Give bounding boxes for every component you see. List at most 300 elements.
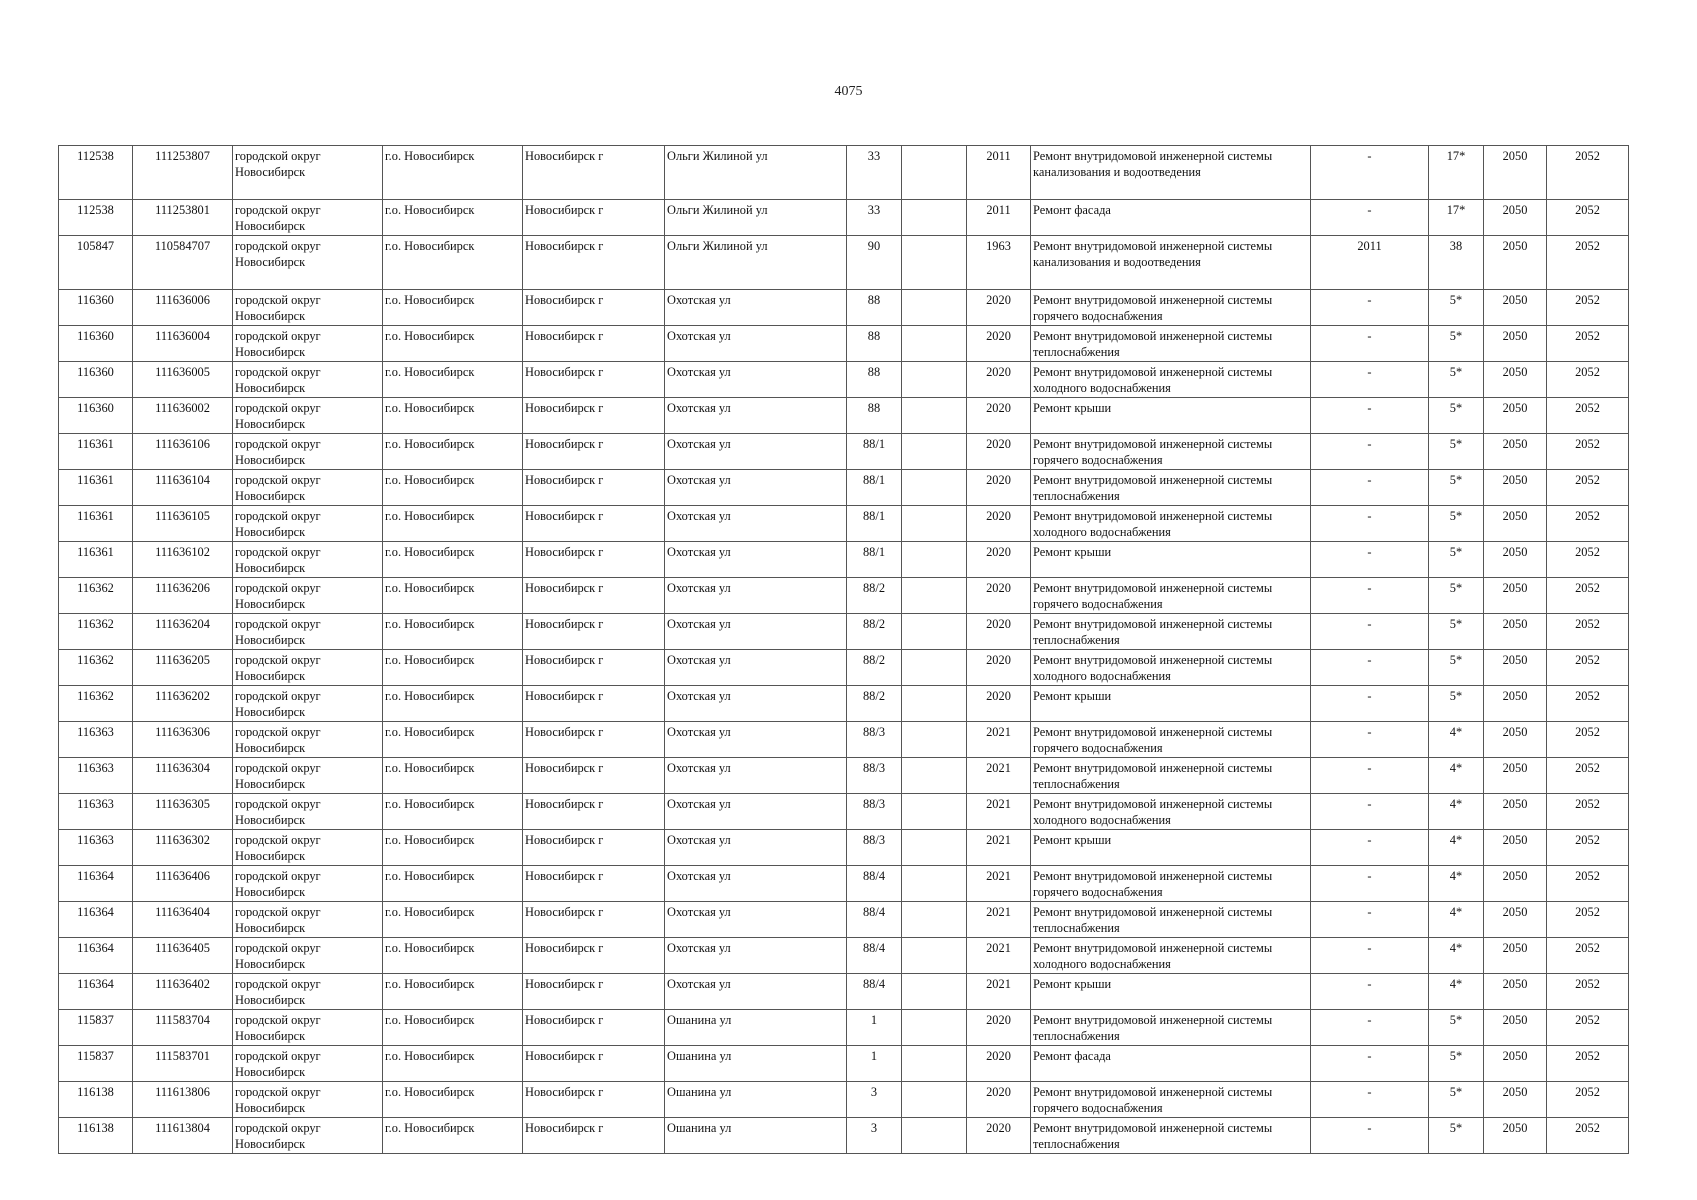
cell-start-year: 2050 xyxy=(1484,398,1547,434)
cell-start-year: 2050 xyxy=(1484,1082,1547,1118)
cell-district: г.о. Новосибирск xyxy=(383,938,523,974)
cell-last-repair: - xyxy=(1311,470,1429,506)
cell-id: 116360 xyxy=(59,362,133,398)
cell-id: 116360 xyxy=(59,326,133,362)
cell-end-year: 2052 xyxy=(1547,434,1629,470)
cell-house: 88/3 xyxy=(847,794,902,830)
cell-last-repair: - xyxy=(1311,866,1429,902)
cell-street: Охотская ул xyxy=(665,722,847,758)
cell-house: 88 xyxy=(847,362,902,398)
cell-extra xyxy=(902,506,967,542)
cell-municipality: городской округ Новосибирск xyxy=(233,1046,383,1082)
cell-work-type: Ремонт внутридомовой инженерной системы канализования и водоотведения xyxy=(1031,146,1311,200)
cell-street: Охотская ул xyxy=(665,542,847,578)
cell-settlement: Новосибирск г xyxy=(523,686,665,722)
table-row xyxy=(59,830,1629,866)
cell-district: г.о. Новосибирск xyxy=(383,470,523,506)
cell-year-built: 2011 xyxy=(967,200,1031,236)
cell-end-year: 2052 xyxy=(1547,506,1629,542)
cell-settlement: Новосибирск г xyxy=(523,542,665,578)
cell-wear: 4* xyxy=(1429,722,1484,758)
cell-code: 110584707 xyxy=(133,236,233,290)
cell-wear: 4* xyxy=(1429,794,1484,830)
cell-extra xyxy=(902,1046,967,1082)
cell-start-year: 2050 xyxy=(1484,686,1547,722)
cell-extra xyxy=(902,200,967,236)
cell-code: 111636004 xyxy=(133,326,233,362)
cell-house: 88/1 xyxy=(847,434,902,470)
cell-id: 105847 xyxy=(59,236,133,290)
cell-extra xyxy=(902,236,967,290)
cell-municipality: городской округ Новосибирск xyxy=(233,542,383,578)
cell-municipality: городской округ Новосибирск xyxy=(233,1118,383,1154)
cell-municipality: городской округ Новосибирск xyxy=(233,974,383,1010)
cell-year-built: 2021 xyxy=(967,902,1031,938)
cell-wear: 4* xyxy=(1429,902,1484,938)
cell-street: Ошанина ул xyxy=(665,1118,847,1154)
cell-street: Охотская ул xyxy=(665,974,847,1010)
cell-settlement: Новосибирск г xyxy=(523,866,665,902)
cell-id: 116363 xyxy=(59,830,133,866)
cell-end-year: 2052 xyxy=(1547,542,1629,578)
cell-year-built: 2021 xyxy=(967,830,1031,866)
cell-house: 3 xyxy=(847,1118,902,1154)
cell-house: 88/1 xyxy=(847,542,902,578)
cell-start-year: 2050 xyxy=(1484,614,1547,650)
table-row xyxy=(59,146,1629,200)
cell-last-repair: - xyxy=(1311,1010,1429,1046)
cell-code: 111636406 xyxy=(133,866,233,902)
cell-year-built: 2020 xyxy=(967,1082,1031,1118)
cell-district: г.о. Новосибирск xyxy=(383,200,523,236)
cell-last-repair: - xyxy=(1311,326,1429,362)
cell-id: 116360 xyxy=(59,290,133,326)
cell-extra xyxy=(902,686,967,722)
cell-id: 116363 xyxy=(59,794,133,830)
cell-street: Ольги Жилиной ул xyxy=(665,236,847,290)
cell-house: 88/4 xyxy=(847,866,902,902)
cell-id: 116363 xyxy=(59,758,133,794)
cell-end-year: 2052 xyxy=(1547,146,1629,200)
cell-code: 111583701 xyxy=(133,1046,233,1082)
table-row xyxy=(59,1010,1629,1046)
cell-settlement: Новосибирск г xyxy=(523,200,665,236)
cell-work-type: Ремонт внутридомовой инженерной системы холодного водоснабжения xyxy=(1031,650,1311,686)
cell-start-year: 2050 xyxy=(1484,938,1547,974)
cell-year-built: 2020 xyxy=(967,326,1031,362)
cell-work-type: Ремонт фасада xyxy=(1031,200,1311,236)
cell-extra xyxy=(902,542,967,578)
table-row xyxy=(59,434,1629,470)
cell-year-built: 2020 xyxy=(967,1046,1031,1082)
cell-extra xyxy=(902,902,967,938)
cell-code: 111636206 xyxy=(133,578,233,614)
table-row xyxy=(59,794,1629,830)
cell-end-year: 2052 xyxy=(1547,758,1629,794)
cell-district: г.о. Новосибирск xyxy=(383,506,523,542)
table-row xyxy=(59,614,1629,650)
cell-year-built: 2021 xyxy=(967,974,1031,1010)
cell-end-year: 2052 xyxy=(1547,650,1629,686)
cell-code: 111583704 xyxy=(133,1010,233,1046)
cell-settlement: Новосибирск г xyxy=(523,1082,665,1118)
cell-start-year: 2050 xyxy=(1484,146,1547,200)
cell-wear: 5* xyxy=(1429,1118,1484,1154)
cell-district: г.о. Новосибирск xyxy=(383,578,523,614)
cell-wear: 4* xyxy=(1429,938,1484,974)
cell-house: 88/2 xyxy=(847,686,902,722)
cell-street: Ошанина ул xyxy=(665,1082,847,1118)
cell-id: 116361 xyxy=(59,542,133,578)
cell-id: 116362 xyxy=(59,686,133,722)
cell-street: Охотская ул xyxy=(665,794,847,830)
cell-municipality: городской округ Новосибирск xyxy=(233,902,383,938)
cell-work-type: Ремонт внутридомовой инженерной системы горячего водоснабжения xyxy=(1031,290,1311,326)
cell-year-built: 2020 xyxy=(967,362,1031,398)
cell-work-type: Ремонт крыши xyxy=(1031,398,1311,434)
cell-id: 116361 xyxy=(59,506,133,542)
cell-end-year: 2052 xyxy=(1547,326,1629,362)
cell-end-year: 2052 xyxy=(1547,1082,1629,1118)
cell-extra xyxy=(902,866,967,902)
cell-extra xyxy=(902,614,967,650)
cell-start-year: 2050 xyxy=(1484,470,1547,506)
cell-year-built: 2020 xyxy=(967,578,1031,614)
cell-start-year: 2050 xyxy=(1484,1118,1547,1154)
cell-start-year: 2050 xyxy=(1484,542,1547,578)
cell-street: Охотская ул xyxy=(665,686,847,722)
cell-work-type: Ремонт внутридомовой инженерной системы теплоснабжения xyxy=(1031,758,1311,794)
cell-last-repair: - xyxy=(1311,758,1429,794)
cell-house: 88/3 xyxy=(847,722,902,758)
cell-end-year: 2052 xyxy=(1547,722,1629,758)
cell-year-built: 2020 xyxy=(967,614,1031,650)
cell-extra xyxy=(902,794,967,830)
cell-last-repair: - xyxy=(1311,200,1429,236)
cell-year-built: 2020 xyxy=(967,1010,1031,1046)
cell-end-year: 2052 xyxy=(1547,614,1629,650)
cell-start-year: 2050 xyxy=(1484,650,1547,686)
cell-code: 111636204 xyxy=(133,614,233,650)
cell-wear: 5* xyxy=(1429,362,1484,398)
cell-last-repair: - xyxy=(1311,722,1429,758)
cell-street: Охотская ул xyxy=(665,506,847,542)
cell-district: г.о. Новосибирск xyxy=(383,1046,523,1082)
cell-extra xyxy=(902,1082,967,1118)
cell-district: г.о. Новосибирск xyxy=(383,722,523,758)
cell-code: 111636002 xyxy=(133,398,233,434)
cell-start-year: 2050 xyxy=(1484,290,1547,326)
cell-year-built: 2020 xyxy=(967,470,1031,506)
cell-wear: 5* xyxy=(1429,542,1484,578)
cell-code: 111253801 xyxy=(133,200,233,236)
cell-municipality: городской округ Новосибирск xyxy=(233,200,383,236)
cell-work-type: Ремонт внутридомовой инженерной системы холодного водоснабжения xyxy=(1031,938,1311,974)
cell-year-built: 2011 xyxy=(967,146,1031,200)
cell-street: Ольги Жилиной ул xyxy=(665,146,847,200)
cell-end-year: 2052 xyxy=(1547,578,1629,614)
cell-id: 115837 xyxy=(59,1010,133,1046)
cell-id: 116364 xyxy=(59,866,133,902)
table-row xyxy=(59,1082,1629,1118)
cell-district: г.о. Новосибирск xyxy=(383,542,523,578)
cell-work-type: Ремонт крыши xyxy=(1031,542,1311,578)
table-row xyxy=(59,686,1629,722)
cell-start-year: 2050 xyxy=(1484,1010,1547,1046)
cell-end-year: 2052 xyxy=(1547,866,1629,902)
cell-last-repair: - xyxy=(1311,542,1429,578)
cell-start-year: 2050 xyxy=(1484,200,1547,236)
table-row xyxy=(59,1046,1629,1082)
cell-municipality: городской округ Новосибирск xyxy=(233,290,383,326)
cell-extra xyxy=(902,830,967,866)
cell-extra xyxy=(902,398,967,434)
cell-work-type: Ремонт внутридомовой инженерной системы холодного водоснабжения xyxy=(1031,506,1311,542)
cell-wear: 5* xyxy=(1429,1046,1484,1082)
cell-end-year: 2052 xyxy=(1547,362,1629,398)
table-row xyxy=(59,542,1629,578)
cell-extra xyxy=(902,578,967,614)
cell-start-year: 2050 xyxy=(1484,362,1547,398)
cell-settlement: Новосибирск г xyxy=(523,470,665,506)
cell-code: 111636302 xyxy=(133,830,233,866)
cell-work-type: Ремонт внутридомовой инженерной системы холодного водоснабжения xyxy=(1031,794,1311,830)
cell-street: Охотская ул xyxy=(665,578,847,614)
cell-year-built: 2020 xyxy=(967,290,1031,326)
cell-id: 116361 xyxy=(59,470,133,506)
cell-year-built: 1963 xyxy=(967,236,1031,290)
cell-work-type: Ремонт внутридомовой инженерной системы теплоснабжения xyxy=(1031,1010,1311,1046)
cell-house: 88/3 xyxy=(847,758,902,794)
cell-start-year: 2050 xyxy=(1484,974,1547,1010)
cell-district: г.о. Новосибирск xyxy=(383,974,523,1010)
table-row xyxy=(59,974,1629,1010)
cell-id: 112538 xyxy=(59,200,133,236)
table-row xyxy=(59,398,1629,434)
cell-extra xyxy=(902,722,967,758)
cell-last-repair: - xyxy=(1311,506,1429,542)
cell-id: 116138 xyxy=(59,1082,133,1118)
cell-municipality: городской округ Новосибирск xyxy=(233,470,383,506)
cell-street: Охотская ул xyxy=(665,434,847,470)
cell-year-built: 2020 xyxy=(967,506,1031,542)
cell-house: 88 xyxy=(847,326,902,362)
cell-end-year: 2052 xyxy=(1547,470,1629,506)
cell-last-repair: - xyxy=(1311,974,1429,1010)
cell-start-year: 2050 xyxy=(1484,866,1547,902)
cell-id: 112538 xyxy=(59,146,133,200)
page-number: 4075 xyxy=(834,84,863,99)
cell-code: 111636102 xyxy=(133,542,233,578)
cell-municipality: городской округ Новосибирск xyxy=(233,686,383,722)
cell-last-repair: - xyxy=(1311,398,1429,434)
cell-work-type: Ремонт крыши xyxy=(1031,974,1311,1010)
cell-street: Охотская ул xyxy=(665,290,847,326)
cell-house: 88/2 xyxy=(847,650,902,686)
cell-district: г.о. Новосибирск xyxy=(383,866,523,902)
cell-house: 33 xyxy=(847,146,902,200)
cell-last-repair: - xyxy=(1311,686,1429,722)
cell-year-built: 2020 xyxy=(967,542,1031,578)
cell-municipality: городской округ Новосибирск xyxy=(233,1082,383,1118)
cell-municipality: городской округ Новосибирск xyxy=(233,614,383,650)
cell-municipality: городской округ Новосибирск xyxy=(233,146,383,200)
cell-id: 116364 xyxy=(59,902,133,938)
cell-house: 90 xyxy=(847,236,902,290)
cell-street: Охотская ул xyxy=(665,902,847,938)
table-row xyxy=(59,236,1629,290)
cell-extra xyxy=(902,434,967,470)
cell-start-year: 2050 xyxy=(1484,434,1547,470)
cell-district: г.о. Новосибирск xyxy=(383,1118,523,1154)
cell-house: 88 xyxy=(847,398,902,434)
cell-last-repair: - xyxy=(1311,434,1429,470)
cell-work-type: Ремонт внутридомовой инженерной системы горячего водоснабжения xyxy=(1031,722,1311,758)
cell-municipality: городской округ Новосибирск xyxy=(233,236,383,290)
cell-district: г.о. Новосибирск xyxy=(383,902,523,938)
cell-settlement: Новосибирск г xyxy=(523,434,665,470)
cell-municipality: городской округ Новосибирск xyxy=(233,506,383,542)
cell-start-year: 2050 xyxy=(1484,236,1547,290)
cell-last-repair: - xyxy=(1311,938,1429,974)
cell-last-repair: - xyxy=(1311,902,1429,938)
cell-code: 111636106 xyxy=(133,434,233,470)
cell-settlement: Новосибирск г xyxy=(523,578,665,614)
table-row xyxy=(59,578,1629,614)
cell-district: г.о. Новосибирск xyxy=(383,830,523,866)
cell-start-year: 2050 xyxy=(1484,902,1547,938)
cell-house: 88/2 xyxy=(847,614,902,650)
cell-wear: 4* xyxy=(1429,866,1484,902)
cell-house: 33 xyxy=(847,200,902,236)
cell-end-year: 2052 xyxy=(1547,200,1629,236)
cell-settlement: Новосибирск г xyxy=(523,362,665,398)
cell-end-year: 2052 xyxy=(1547,290,1629,326)
cell-work-type: Ремонт крыши xyxy=(1031,830,1311,866)
table-row xyxy=(59,506,1629,542)
cell-wear: 17* xyxy=(1429,146,1484,200)
cell-extra xyxy=(902,974,967,1010)
cell-last-repair: - xyxy=(1311,146,1429,200)
cell-wear: 5* xyxy=(1429,650,1484,686)
cell-end-year: 2052 xyxy=(1547,1010,1629,1046)
cell-settlement: Новосибирск г xyxy=(523,146,665,200)
cell-district: г.о. Новосибирск xyxy=(383,290,523,326)
cell-house: 88/1 xyxy=(847,470,902,506)
cell-extra xyxy=(902,938,967,974)
cell-start-year: 2050 xyxy=(1484,326,1547,362)
cell-id: 115837 xyxy=(59,1046,133,1082)
cell-extra xyxy=(902,290,967,326)
cell-year-built: 2021 xyxy=(967,866,1031,902)
table-row xyxy=(59,722,1629,758)
cell-house: 88/4 xyxy=(847,902,902,938)
cell-house: 88/2 xyxy=(847,578,902,614)
cell-end-year: 2052 xyxy=(1547,938,1629,974)
cell-settlement: Новосибирск г xyxy=(523,614,665,650)
cell-end-year: 2052 xyxy=(1547,398,1629,434)
table-row xyxy=(59,866,1629,902)
cell-settlement: Новосибирск г xyxy=(523,236,665,290)
cell-year-built: 2020 xyxy=(967,1118,1031,1154)
cell-end-year: 2052 xyxy=(1547,902,1629,938)
cell-work-type: Ремонт внутридомовой инженерной системы горячего водоснабжения xyxy=(1031,434,1311,470)
cell-start-year: 2050 xyxy=(1484,794,1547,830)
cell-wear: 5* xyxy=(1429,506,1484,542)
cell-settlement: Новосибирск г xyxy=(523,1010,665,1046)
table-row xyxy=(59,650,1629,686)
table-row xyxy=(59,938,1629,974)
cell-year-built: 2021 xyxy=(967,758,1031,794)
cell-municipality: городской округ Новосибирск xyxy=(233,830,383,866)
cell-code: 111636205 xyxy=(133,650,233,686)
cell-settlement: Новосибирск г xyxy=(523,938,665,974)
cell-house: 88/1 xyxy=(847,506,902,542)
cell-district: г.о. Новосибирск xyxy=(383,686,523,722)
table-row xyxy=(59,290,1629,326)
cell-wear: 5* xyxy=(1429,1082,1484,1118)
cell-last-repair: - xyxy=(1311,362,1429,398)
cell-work-type: Ремонт внутридомовой инженерной системы горячего водоснабжения xyxy=(1031,866,1311,902)
cell-id: 116363 xyxy=(59,722,133,758)
cell-district: г.о. Новосибирск xyxy=(383,326,523,362)
cell-code: 111636105 xyxy=(133,506,233,542)
cell-wear: 38 xyxy=(1429,236,1484,290)
cell-settlement: Новосибирск г xyxy=(523,974,665,1010)
cell-last-repair: - xyxy=(1311,830,1429,866)
cell-wear: 5* xyxy=(1429,470,1484,506)
cell-extra xyxy=(902,470,967,506)
cell-settlement: Новосибирск г xyxy=(523,1046,665,1082)
cell-start-year: 2050 xyxy=(1484,758,1547,794)
cell-street: Охотская ул xyxy=(665,830,847,866)
cell-street: Охотская ул xyxy=(665,614,847,650)
cell-work-type: Ремонт внутридомовой инженерной системы канализования и водоотведения xyxy=(1031,236,1311,290)
cell-municipality: городской округ Новосибирск xyxy=(233,326,383,362)
cell-settlement: Новосибирск г xyxy=(523,794,665,830)
cell-work-type: Ремонт внутридомовой инженерной системы горячего водоснабжения xyxy=(1031,1082,1311,1118)
cell-municipality: городской округ Новосибирск xyxy=(233,722,383,758)
cell-house: 88/3 xyxy=(847,830,902,866)
cell-work-type: Ремонт фасада xyxy=(1031,1046,1311,1082)
cell-extra xyxy=(902,1010,967,1046)
cell-wear: 4* xyxy=(1429,758,1484,794)
cell-district: г.о. Новосибирск xyxy=(383,794,523,830)
cell-last-repair: 2011 xyxy=(1311,236,1429,290)
cell-year-built: 2020 xyxy=(967,434,1031,470)
cell-start-year: 2050 xyxy=(1484,722,1547,758)
cell-house: 88/4 xyxy=(847,938,902,974)
cell-municipality: городской округ Новосибирск xyxy=(233,1010,383,1046)
cell-street: Охотская ул xyxy=(665,866,847,902)
cell-street: Ошанина ул xyxy=(665,1046,847,1082)
cell-year-built: 2021 xyxy=(967,938,1031,974)
cell-settlement: Новосибирск г xyxy=(523,722,665,758)
cell-settlement: Новосибирск г xyxy=(523,290,665,326)
cell-street: Охотская ул xyxy=(665,758,847,794)
cell-id: 116361 xyxy=(59,434,133,470)
cell-work-type: Ремонт крыши xyxy=(1031,686,1311,722)
cell-extra xyxy=(902,326,967,362)
cell-wear: 5* xyxy=(1429,578,1484,614)
cell-wear: 5* xyxy=(1429,326,1484,362)
cell-settlement: Новосибирск г xyxy=(523,902,665,938)
cell-work-type: Ремонт внутридомовой инженерной системы горячего водоснабжения xyxy=(1031,578,1311,614)
cell-year-built: 2020 xyxy=(967,686,1031,722)
cell-code: 111636202 xyxy=(133,686,233,722)
cell-wear: 5* xyxy=(1429,1010,1484,1046)
table-row xyxy=(59,902,1629,938)
